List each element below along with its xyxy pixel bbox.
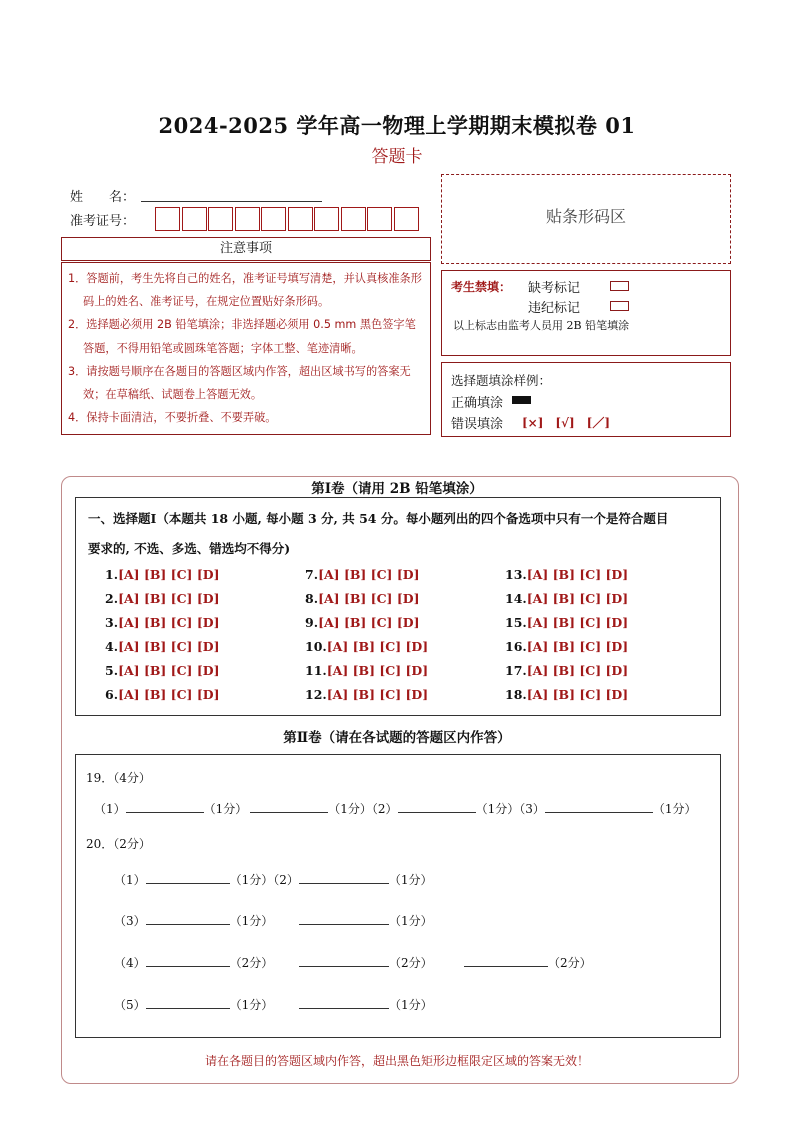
question-number: 12. <box>305 687 327 702</box>
q20-blank[interactable] <box>146 871 230 884</box>
q19-blank[interactable] <box>398 800 476 813</box>
page-title: 2024-2025 学年高一物理上学期期末模拟卷 01 <box>158 113 636 138</box>
question-number: 13. <box>505 567 527 582</box>
q20-blank[interactable] <box>464 954 548 967</box>
choice-instructions: 一、选择题Ⅰ（本题共 18 小题, 每小题 3 分, 共 54 分。每小题列出的四个备选项中只有一个是符合题目 <box>88 511 669 526</box>
q20-blank[interactable] <box>299 996 389 1009</box>
question-number: 10. <box>305 639 327 654</box>
question-number: 2. <box>105 591 119 606</box>
footer-note: 请在各题目的答题区域内作答，超出黑色矩形边框限定区域的答案无效！ <box>204 1054 589 1068</box>
q19-part-label: （1） <box>94 802 126 816</box>
choice-question-row[interactable] <box>505 567 628 582</box>
id-digit-box[interactable] <box>155 207 180 231</box>
q20-row <box>114 954 273 971</box>
q20-row <box>114 912 273 929</box>
violation-checkbox[interactable] <box>610 301 629 311</box>
id-digit-box[interactable] <box>235 207 260 231</box>
choice-question-row[interactable] <box>305 567 420 582</box>
barcode-area: 贴条形码区 <box>441 174 731 264</box>
question-number: 3. <box>105 615 119 630</box>
q20-blank[interactable] <box>146 996 230 1009</box>
choice-question-row[interactable] <box>305 687 428 702</box>
notice-item: 1．答题前，考生先将自己的姓名，准考证号填写清楚，并认真核准条形码上的姓名、准考证号，在规定位置贴好条形码。 <box>68 272 422 309</box>
choice-options[interactable]: [A] [B] [C] [D] <box>326 639 429 654</box>
q19-blank[interactable] <box>250 800 328 813</box>
q19-part-label: （3） <box>519 802 545 816</box>
q20-row-b <box>299 996 433 1013</box>
choice-question-row[interactable] <box>105 663 220 678</box>
part1-title: 第Ⅰ卷（请用 2B 铅笔填涂） <box>311 481 483 497</box>
choice-question-row[interactable] <box>505 639 628 654</box>
proctor-note: 以上标志由监考人员用 2B 铅笔填涂 <box>453 319 630 332</box>
question-number: 5. <box>105 663 119 678</box>
choice-options[interactable]: [A] [B] [C] [D] <box>118 591 220 606</box>
choice-section <box>75 497 721 716</box>
id-number-boxes[interactable] <box>155 207 420 231</box>
fill-sample-box <box>441 362 731 437</box>
notice-item: 4．保持卡面清洁，不要折叠、不要弄破。 <box>68 411 277 425</box>
choice-options[interactable]: [A] [B] [C] [D] <box>526 567 629 582</box>
q19-part-label: （2） <box>371 802 398 816</box>
q19-mark: （1分） <box>475 802 520 816</box>
choice-options[interactable]: [A] [B] [C] [D] <box>118 639 220 654</box>
q19-blank[interactable] <box>545 800 653 813</box>
id-digit-box[interactable] <box>367 207 392 231</box>
q20-heading: 20．（2分） <box>86 837 151 851</box>
q20-row-b <box>299 954 433 971</box>
q20-mark: （1分） <box>389 914 433 928</box>
q19-answer-row <box>94 800 696 817</box>
choice-options[interactable]: [A] [B] [C] [D] <box>526 591 629 606</box>
wrong-marks: [×] [√] [／] <box>522 416 611 430</box>
choice-question-row[interactable] <box>305 663 428 678</box>
choice-question-row[interactable] <box>105 687 220 702</box>
proctor-label: 考生禁填： <box>451 280 512 294</box>
choice-options[interactable]: [A] [B] [C] [D] <box>118 687 220 702</box>
choice-options[interactable]: [A] [B] [C] [D] <box>526 663 629 678</box>
q20-mark: （1分） <box>389 998 433 1012</box>
part2-title: 第Ⅱ卷（请在各试题的答题区内作答） <box>283 730 511 746</box>
q20-row <box>114 996 273 1013</box>
violation-label: 违纪标记 <box>528 301 581 316</box>
notice-item: 3．请按题号顺序在各题目的答题区域内作答，超出区域书写的答案无效；在草稿纸、试题卷上答题无效。 <box>68 364 411 402</box>
id-digit-box[interactable] <box>261 207 286 231</box>
q20-part-label: （3） <box>114 914 146 928</box>
id-digit-box[interactable] <box>394 207 419 231</box>
q20-mark: （2分） <box>229 956 274 970</box>
choice-options[interactable]: [A] [B] [C] [D] <box>118 567 220 582</box>
q20-part-label: （4） <box>114 956 146 970</box>
q20-blank[interactable] <box>146 912 230 925</box>
wrong-label: 错误填涂 <box>451 417 504 432</box>
name-field[interactable] <box>141 201 322 202</box>
q20-part-label: （1） <box>114 873 146 887</box>
q20-mark: （2分） <box>389 956 433 970</box>
choice-question-row[interactable] <box>105 615 220 630</box>
choice-options[interactable]: [A] [B] [C] [D] <box>118 663 220 678</box>
absent-label: 缺考标记 <box>528 281 581 296</box>
q20-row-b <box>299 912 433 929</box>
q19-blank[interactable] <box>126 800 204 813</box>
choice-options[interactable]: [A] [B] [C] [D] <box>318 567 420 582</box>
choice-question-row[interactable] <box>505 663 628 678</box>
q19-mark: （1分） <box>652 802 697 816</box>
question-number: 16. <box>505 639 527 654</box>
choice-options[interactable]: [A] [B] [C] [D] <box>326 663 429 678</box>
choice-options[interactable]: [A] [B] [C] [D] <box>318 591 420 606</box>
name-label: 姓 名： <box>70 190 136 205</box>
choice-options[interactable]: [A] [B] [C] [D] <box>318 615 420 630</box>
q19-mark: （1分） <box>328 802 372 816</box>
question-number: 9. <box>305 615 319 630</box>
q20-blank[interactable] <box>299 871 389 884</box>
q20-mark: （1分） <box>229 998 274 1012</box>
id-digit-box[interactable] <box>182 207 207 231</box>
id-digit-box[interactable] <box>341 207 366 231</box>
choice-options[interactable]: [A] [B] [C] [D] <box>526 687 629 702</box>
id-digit-box[interactable] <box>314 207 339 231</box>
q20-row-c <box>464 954 592 971</box>
question-number: 11. <box>305 663 327 678</box>
question-number: 15. <box>505 615 527 630</box>
q19-heading: 19．（4分） <box>86 771 151 785</box>
choice-question-row[interactable] <box>505 615 628 630</box>
choice-options[interactable]: [A] [B] [C] [D] <box>526 639 629 654</box>
q20-blank[interactable] <box>299 912 389 925</box>
page-subtitle: 答题卡 <box>371 147 423 167</box>
id-label: 准考证号： <box>70 214 136 229</box>
notice-heading: 注意事项 <box>61 237 431 261</box>
proctor-box <box>441 270 731 356</box>
choice-question-row[interactable] <box>105 591 220 606</box>
q20-mark: （1分） <box>229 914 274 928</box>
choice-question-row[interactable] <box>105 639 220 654</box>
correct-fill-mark <box>512 396 531 404</box>
q20-mark: （2分） <box>548 956 592 970</box>
question-number: 1. <box>105 567 119 582</box>
choice-question-row[interactable] <box>305 615 420 630</box>
choice-options[interactable]: [A] [B] [C] [D] <box>526 615 629 630</box>
choice-question-row[interactable] <box>505 591 628 606</box>
question-number: 4. <box>105 639 119 654</box>
choice-instructions-2: 要求的, 不选、多选、错选均不得分) <box>88 541 291 556</box>
id-digit-box[interactable] <box>208 207 233 231</box>
question-number: 17. <box>505 663 527 678</box>
question-number: 6. <box>105 687 119 702</box>
choice-options[interactable]: [A] [B] [C] [D] <box>118 615 220 630</box>
notice-item: 2．选择题必须用 2B 铅笔填涂；非选择题必须用 0.5 mm 黑色签字笔答题，不得用铅笔或圆珠笔答题；字体工整、笔迹清晰。 <box>68 318 416 355</box>
notice-box <box>61 262 431 435</box>
q20-part-label: （5） <box>114 998 146 1012</box>
q20-blank[interactable] <box>299 954 389 967</box>
q19-mark: （1分） <box>203 802 248 816</box>
choice-question-row[interactable] <box>305 639 428 654</box>
q20-row <box>114 871 433 888</box>
choice-question-row[interactable] <box>505 687 628 702</box>
free-response-section <box>75 754 721 1038</box>
q20-blank[interactable] <box>146 954 230 967</box>
question-number: 14. <box>505 591 527 606</box>
sample-title: 选择题填涂样例： <box>451 373 552 388</box>
correct-label: 正确填涂 <box>451 396 504 411</box>
absent-checkbox[interactable] <box>610 281 629 291</box>
q20-mark: （1分） <box>388 873 433 887</box>
q20-part-label: （2） <box>273 873 299 887</box>
id-digit-box[interactable] <box>288 207 313 231</box>
question-number: 7. <box>305 567 319 582</box>
question-number: 8. <box>305 591 319 606</box>
choice-question-row[interactable] <box>305 591 420 606</box>
q20-mark: （1分） <box>229 873 274 887</box>
choice-question-row[interactable] <box>105 567 220 582</box>
question-number: 18. <box>505 687 527 702</box>
choice-options[interactable]: [A] [B] [C] [D] <box>326 687 429 702</box>
